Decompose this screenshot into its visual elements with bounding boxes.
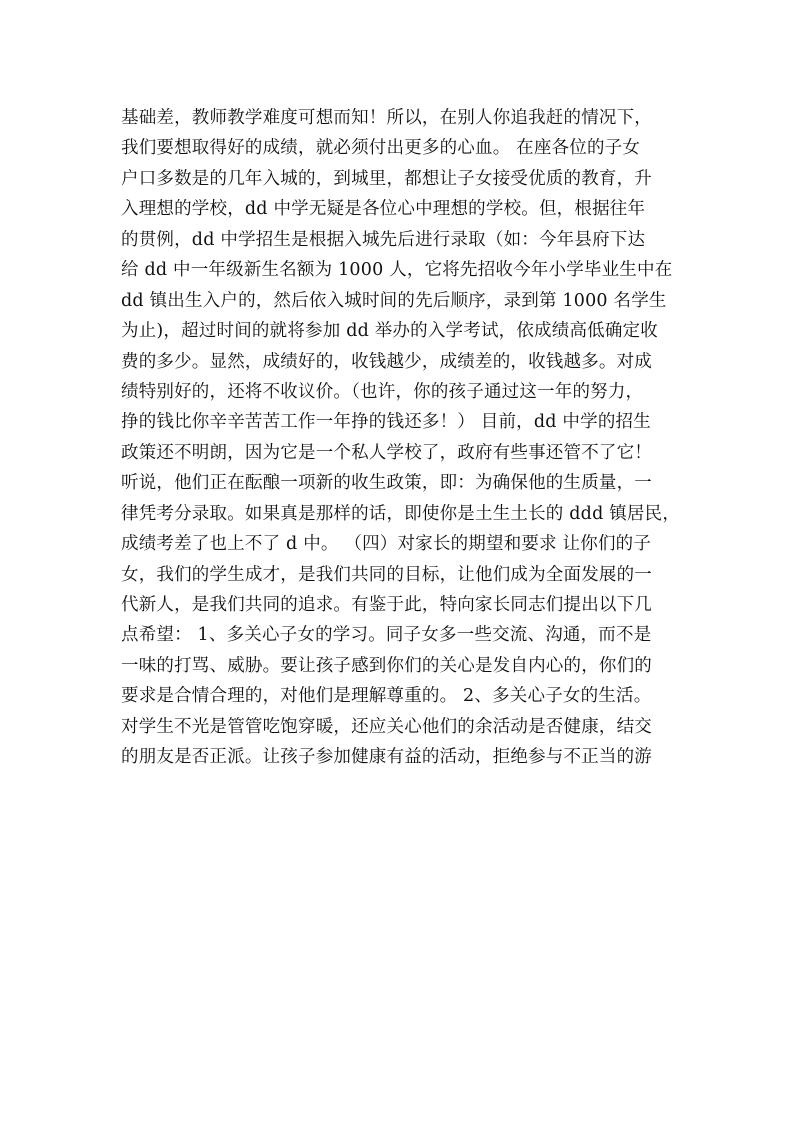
text-line: 户口多数是的几年入城的，到城里，都想让子女接受优质的教育，升 — [121, 168, 652, 189]
text-line: 政策还不明朗，因为它是一个私人学校了，政府有些事还管不了它！ — [121, 442, 652, 463]
text-line: dd 镇出生入户的，然后依入城时间的先后顺序，录到第 1000 名学生 — [121, 290, 667, 311]
text-line: 基础差，教师教学难度可想而知！所以，在别人你追我赶的情况下， — [121, 108, 652, 128]
text-line: 对学生不光是管管吃饱穿暖，还应关心他们的余活动是否健康，结交 — [121, 716, 652, 737]
text-line: 的贯例，dd 中学招生是根据入城先后进行录取（如：今年县府下达 — [121, 229, 646, 250]
text-line: 律凭考分录取。如果真是那样的话，即使你是土生土长的 ddd 镇居民， — [121, 503, 681, 524]
text-line: 绩特别好的，还将不收议价。（也许，你的孩子通过这一年的努力， — [121, 381, 644, 402]
text-line: 要求是合情合理的，对他们是理解尊重的。 2、多关心子女的生活。 — [121, 686, 652, 707]
text-line: 费的多少。显然，成绩好的，收钱越少，成绩差的，收钱越多。对成 — [121, 351, 652, 372]
text-line: 我们要想取得好的成绩，就必须付出更多的心血。 在座各位的子女 — [121, 138, 641, 159]
text-line: 女，我们的学生成才，是我们共同的目标，让他们成为全面发展的一 — [121, 564, 652, 585]
text-line: 一味的打骂、威胁。要让孩子感到你们的关心是发自内心的，你们的 — [121, 655, 652, 676]
body-text — [121, 103, 696, 773]
text-line: 代新人，是我们共同的追求。有鉴于此，特向家长同志们提出以下几 — [121, 595, 652, 615]
text-line: 给 dd 中一年级新生名额为 1000 人，它将先招收今年小学毕业生中在 — [121, 260, 673, 281]
text-line: 为止)，超过时间的就将参加 dd 举办的入学考试，依成绩高低确定收 — [121, 321, 658, 342]
text-line: 点希望： 1、多关心子女的学习。同子女多一些交流、沟通，而不是 — [121, 625, 652, 646]
text-line: 的朋友是否正派。让孩子参加健康有益的活动，拒绝参与不正当的游 — [121, 747, 652, 768]
text-line: 挣的钱比你辛辛苦苦工作一年挣的钱还多！） 目前，dd 中学的招生 — [121, 412, 651, 433]
text-line: 入理想的学校，dd 中学无疑是各位心中理想的学校。但，根据往年 — [121, 199, 646, 220]
text-line: 成绩考差了也上不了 d 中。 （四）对家长的期望和要求 让你们的子 — [121, 534, 652, 555]
text-line: 听说，他们正在酝酿一项新的收生政策，即：为确保他的生质量，一 — [121, 473, 652, 494]
